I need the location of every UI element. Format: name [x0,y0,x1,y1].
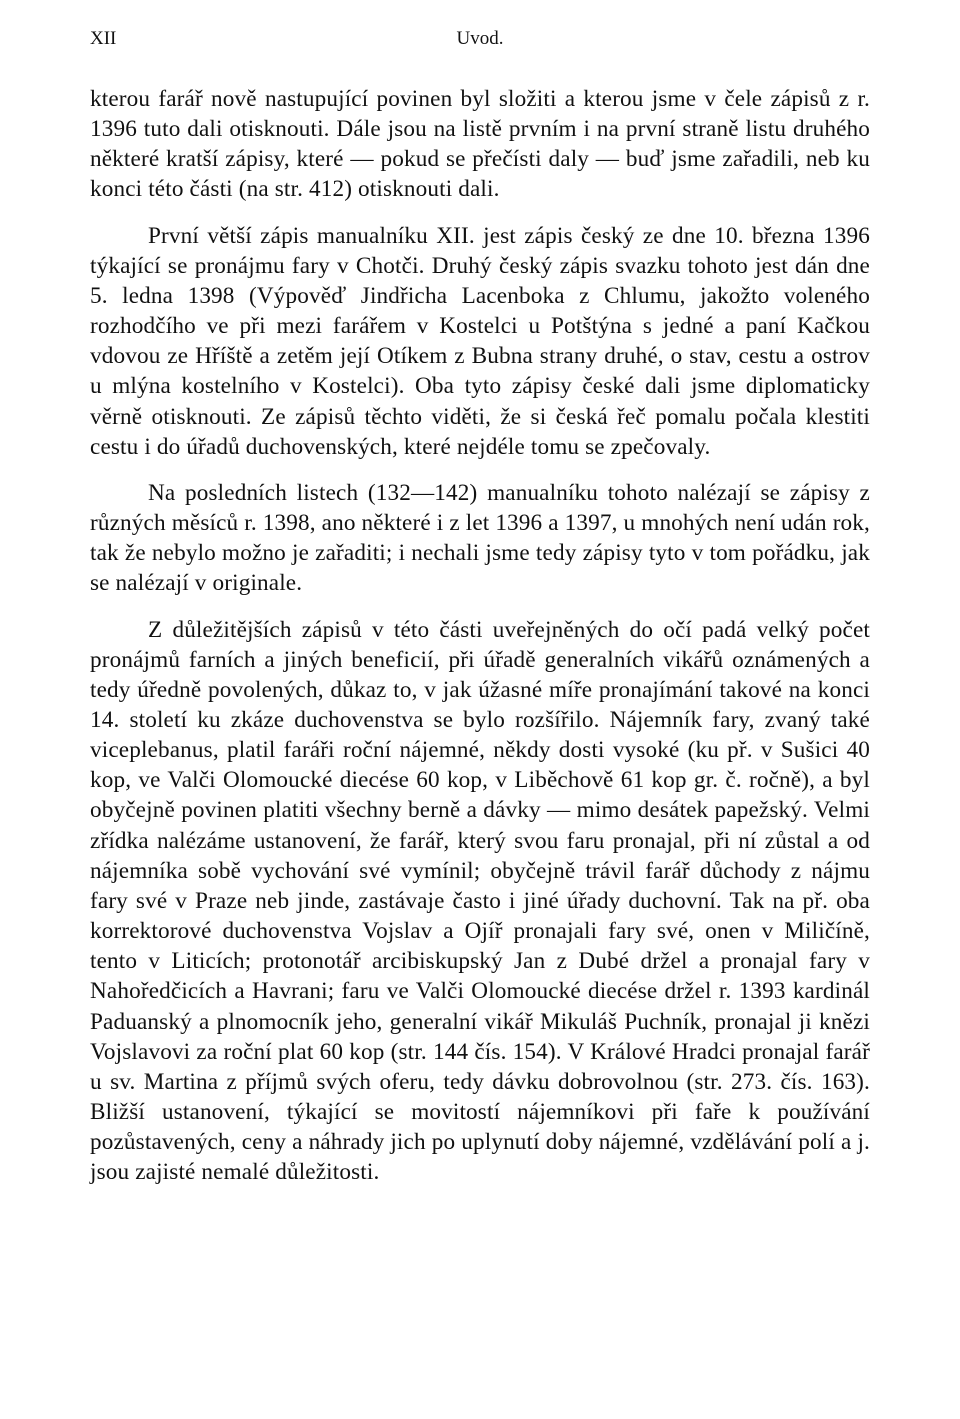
paragraph-benefice-leases: Z důležitějších zápisů v této části uveřejněných do očí padá velký počet pronájmů farních a jiných beneficií, při úřadě generalních vikářů oznámených a tedy úředně povolených, důkaz to, v jak úžasné míře pronajímání takové na konci 14. století ku zkáze duchovenstva se bylo rozšířilo. Nájemník fary, zvaný také viceplebanus, platil faráři roční nájemné, někdy dosti vysoké (ku př. v Sušici 40 kop, ve Valči Olomoucké diecése 60 kop, v Liběchově 61 kop gr. č. ročně), a byl obyčejně povinen platiti všechny berně a dávky — mimo desátek papežský. Velmi zřídka nalézáme ustanovení, že farář, který svou faru pronajal, při ní zůstal a od nájemníka sobě vychování své vymínil; obyčejně trávil farář důchody z nájmu fary své v Praze neb jinde, zastávaje často i jiné úřady duchovní. Tak na př. oba korrektorové duchovenstva Vojslav a Ojíř pronajali fary své, onen v Miličíně, tento v Liticích; protonotář arcibiskupský Jan z Dubé držel a pronajal fary v Nahoředčicích a Havrani; faru ve Valči Olomoucké diecése držel r. 1393 kardinál Paduanský a plnomocník jeho, generalní vikář Mikuláš Puchník, pronajal ji knězi Vojslavovi za roční plat 60 kop (str. 144 čís. 154). V Králové Hradci pronajal farář u sv. Martina z příjmů svých oferu, tedy dávku dobrovolnou (str. 273. čís. 163). Bližší ustanovení, týkající se movitostí nájemníkovi při faře k používání pozůstavených, ceny a náhrady jich po uplynutí doby nájemné, vzdělávání polí a j. jsou zajisté nemalé důležitosti. [90,616,870,1186]
paragraph-last-leaves: Na posledních listech (132—142) manualníku tohoto nalézají se zápisy z různých měsíců r. 1398, ano některé i z let 1396 a 1397, u mnohých není udán rok, tak že nebylo možno je zařaditi; i nechali jsme tedy zápisy tyto v tom pořádku, jak se nalézají v originale. [90,479,870,597]
page-number: XII [90,28,117,49]
paragraph-first-czech-entry: První větší zápis manualníku XII. jest zápis český ze dne 10. března 1396 týkající se pronájmu fary v Chotči. Druhý český zápis svazku tohoto jest dán dne 5. ledna 1398 (Výpověď Jindřicha Lacenboka z Chlumu, jakožto voleného rozhodčího ve při mezi farářem v Kostelci u Potštýna s jedné a paní Kačkou vdovou ze Hříště a zetěm její Otíkem z Bubna strany druhé, o stav, cestu a ostrov u mlýna kostelního v Kostelci). Oba tyto zápisy české dali jsme diplomaticky věrně otisknouti. Ze zápisů těchto viděti, že si česká řeč pomalu počala klestiti cestu i do úřadů duchovenských, které nejdéle tomu se zpečovaly. [90,222,870,460]
running-title: Uvod. [456,28,504,49]
page-header [90,28,870,52]
body-text [90,84,870,1187]
paragraph-continuation: kterou farář nově nastupující povinen byl složiti a kterou jsme v čele zápisů z r. 1396 tuto dali otisknouti. Dále jsou na listě prvním i na první straně listu druhého některé kratší zápisy, které — pokud se přečísti daly — buď jsme zařadili, neb ku konci této části (na str. 412) otisknouti dali. [90,86,870,203]
